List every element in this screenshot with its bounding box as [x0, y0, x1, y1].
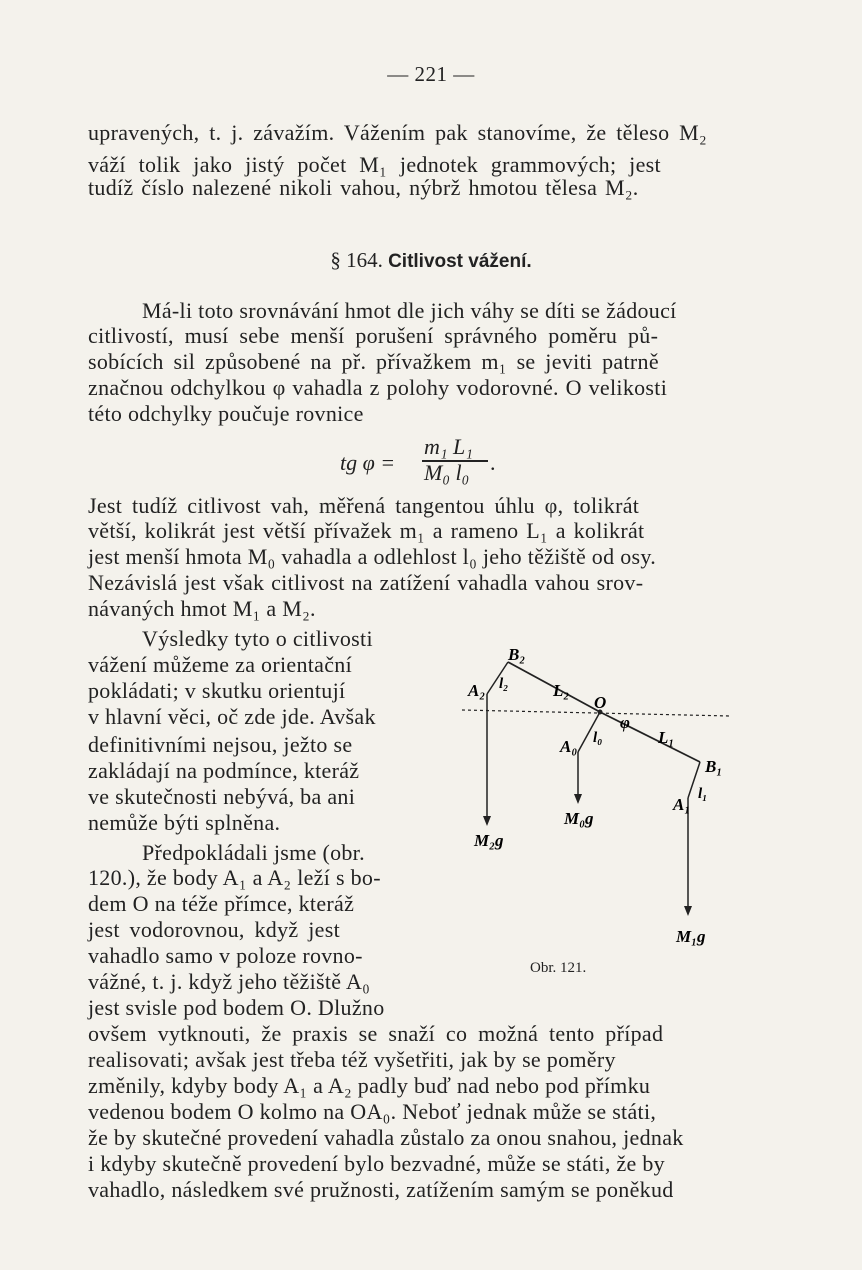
balance-diagram [440, 640, 750, 960]
para4-line-13: i kdyby skutečně provedení bylo bezvadné, může se státi, že by [88, 1151, 665, 1176]
para4-line-7: jest svisle pod bodem O. Dlužno [88, 995, 385, 1020]
intro-line-1: upravených, t. j. závažím. Vážením pak stanovíme, že těleso M₂ [88, 120, 708, 145]
para4-line-9: realisovati; avšak jest třeba též vyšetřiti, jak by se poměry [88, 1047, 616, 1072]
para3-line-5: definitivními nejsou, ježto se [88, 732, 353, 757]
para3-line-1: Výsledky tyto o citlivosti [142, 626, 373, 651]
para2-line-2: větší, kolikrát jest větší přívažek m₁ a rameno L₁ a kolikrát [88, 518, 645, 543]
para3-line-3: pokládati; v skutku orientují [88, 678, 346, 703]
para4-line-6: vážné, t. j. když jeho těžiště A₀ [88, 969, 371, 994]
m1g-arrowhead [684, 906, 692, 916]
label-b1: B₁ [705, 757, 723, 776]
intro-line-2: váží tolik jako jistý počet M₁ jednotek grammových; jest [88, 152, 661, 177]
m0g-arrowhead [574, 794, 582, 804]
para2-line-1: Jest tudíž citlivost vah, měřená tangentou úhlu φ, tolikrát [88, 493, 640, 518]
label-L1: L₁ [658, 728, 675, 747]
para4-line-1: Předpokládali jsme (obr. [142, 840, 365, 865]
label-o: O [594, 693, 607, 712]
para4-line-11: vedenou bodem O kolmo na OA₀. Neboť jednak může se státi, [88, 1099, 657, 1124]
label-l1: l₁ [698, 786, 708, 802]
label-a2: A₂ [468, 681, 486, 700]
label-b2: B₂ [508, 645, 526, 664]
label-m2g: M₂g [474, 831, 504, 850]
formula-end: . [490, 450, 496, 475]
para1-line-5: této odchylky poučuje rovnice [88, 401, 364, 426]
formula-denominator: M₀ l₀ [424, 460, 470, 485]
para2-line-4: Nezávislá jest však citlivost na zatížení vahadla vahou srov- [88, 570, 644, 595]
para3-line-8: nemůže býti splněna. [88, 810, 281, 835]
section-title: Citlivost vážení. [388, 251, 532, 272]
label-l0: l₀ [593, 730, 603, 746]
para2-line-3: jest menší hmota M₀ vahadla a odlehlost l₀ jeho těžiště od osy. [88, 544, 657, 569]
beam-right [600, 712, 700, 762]
section-heading [0, 248, 862, 273]
label-m1g: M₁g [676, 927, 706, 946]
para3-line-4: v hlavní věci, oč zde jde. Avšak [88, 704, 376, 729]
label-l2: l₂ [499, 676, 509, 692]
para4-line-4: jest vodorovnou, když jest [88, 917, 340, 942]
formula [340, 434, 560, 490]
figure-caption: Obr. 121. [530, 960, 587, 976]
para4-line-8: ovšem vytknouti, že praxis se snaží co možná tento případ [88, 1021, 664, 1046]
intro-line-3: tudíž číslo nalezené nikoli vahou, nýbrž hmotou tělesa M₂. [88, 175, 639, 200]
para3-line-6: zakládají na podmínce, kteráž [88, 758, 360, 783]
label-L2: L₂ [553, 681, 570, 700]
para4-line-3: dem O na téže přímce, kteráž [88, 891, 355, 916]
para3-line-7: ve skutečnosti nebývá, ba ani [88, 784, 356, 809]
page-number: — 221 — [387, 62, 475, 86]
m2g-arrowhead [483, 816, 491, 826]
para1-line-1: Má-li toto srovnávání hmot dle jich váhy se díti se žádoucí [142, 298, 677, 323]
para1-line-3: sobících sil způsobené na př. přívažkem m₁ se jeviti patrně [88, 349, 659, 374]
para4-line-2: 120.), že body A₁ a A₂ leží s bo- [88, 865, 381, 890]
label-phi: φ [620, 713, 630, 732]
para1-line-2: citlivostí, musí sebe menší porušení správného poměru pů- [88, 323, 659, 348]
para4-line-12: že by skutečné provedení vahadla zůstalo za onou snahou, jednak [88, 1125, 684, 1150]
para4-line-10: změnily, kdyby body A₁ a A₂ padly buď nad nebo pod přímku [88, 1073, 651, 1098]
para4-line-14: vahadlo, následkem své pružnosti, zatížením samým se poněkud [88, 1177, 674, 1202]
label-m0g: M₀g [564, 809, 594, 828]
label-a0: A₀ [560, 737, 578, 756]
para2-line-5: návaných hmot M₁ a M₂. [88, 596, 316, 621]
label-a1: A₁ [673, 795, 691, 814]
para1-line-4: značnou odchylkou φ vahadla z polohy vodorovné. O velikosti [88, 375, 668, 400]
section-number: § 164. [330, 248, 383, 272]
para3-line-2: vážení můžeme za orientační [88, 652, 353, 677]
formula-lhs: tg φ = [340, 450, 396, 475]
formula-numerator: m₁ L₁ [424, 434, 473, 459]
para4-line-5: vahadlo samo v poloze rovno- [88, 943, 363, 968]
